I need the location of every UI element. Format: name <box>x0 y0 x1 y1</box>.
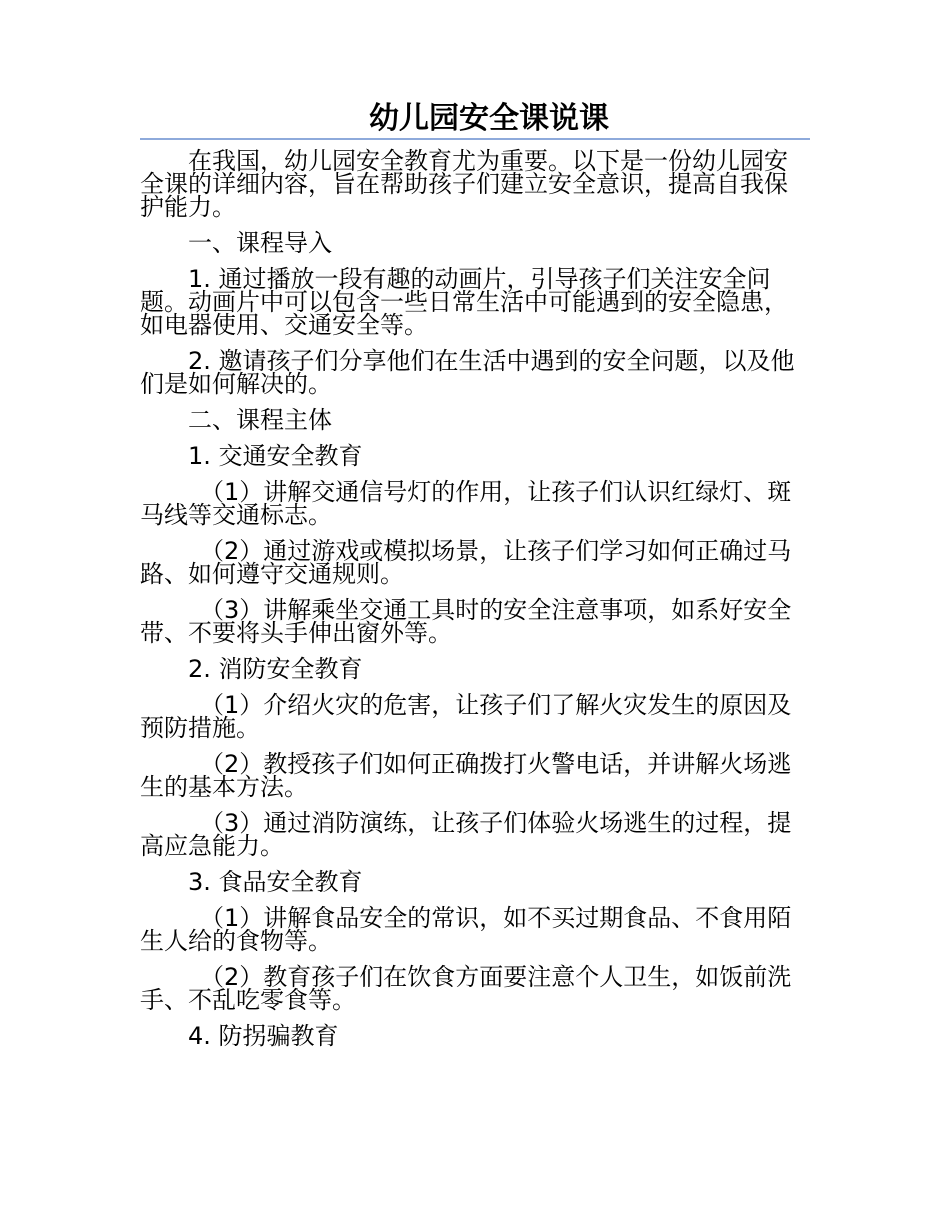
list-item: （2）教育孩子们在饮食方面要注意个人卫生，如饭前洗手、不乱吃零食等。 <box>140 963 792 1014</box>
document-page <box>140 100 810 1061</box>
intro-paragraph: 在我国，幼儿园安全教育尤为重要。以下是一份幼儿园安全课的详细内容，旨在帮助孩子们建立安全意识，提高自我保护能力。 <box>140 147 788 221</box>
section-heading-intro: 一、课程导入 <box>188 229 332 257</box>
list-item: （1）讲解食品安全的常识，如不买过期食品、不食用陌生人给的食物等。 <box>140 904 792 955</box>
section-heading-main: 二、课程主体 <box>188 406 332 434</box>
title-underline <box>140 138 810 140</box>
list-item: （2）通过游戏或模拟场景，让孩子们学习如何正确过马路、如何遵守交通规则。 <box>140 537 792 588</box>
list-item: （1）讲解交通信号灯的作用，让孩子们认识红绿灯、斑马线等交通标志。 <box>140 478 792 529</box>
list-item: 1. 通过播放一段有趣的动画片，引导孩子们关注安全问题。动画片中可以包含一些日常生活中可能遇到的安全隐患，如电器使用、交通安全等。 <box>140 265 788 339</box>
document-title: 幼儿园安全课说课 <box>369 101 609 136</box>
list-item: （3）通过消防演练，让孩子们体验火场逃生的过程，提高应急能力。 <box>140 809 792 860</box>
list-item: （1）介绍火灾的危害，让孩子们了解火灾发生的原因及预防措施。 <box>140 691 792 742</box>
subsection-heading-fire: 2. 消防安全教育 <box>188 655 363 683</box>
subsection-heading-traffic: 1. 交通安全教育 <box>188 442 363 470</box>
list-item: 2. 邀请孩子们分享他们在生活中遇到的安全问题，以及他们是如何解决的。 <box>140 347 795 398</box>
list-item: （2）教授孩子们如何正确拨打火警电话，并讲解火场逃生的基本方法。 <box>140 750 792 801</box>
subsection-heading-food: 3. 食品安全教育 <box>188 868 363 896</box>
list-item: （3）讲解乘坐交通工具时的安全注意事项，如系好安全带、不要将头手伸出窗外等。 <box>140 596 792 647</box>
subsection-heading-abduction: 4. 防拐骗教育 <box>188 1022 339 1050</box>
